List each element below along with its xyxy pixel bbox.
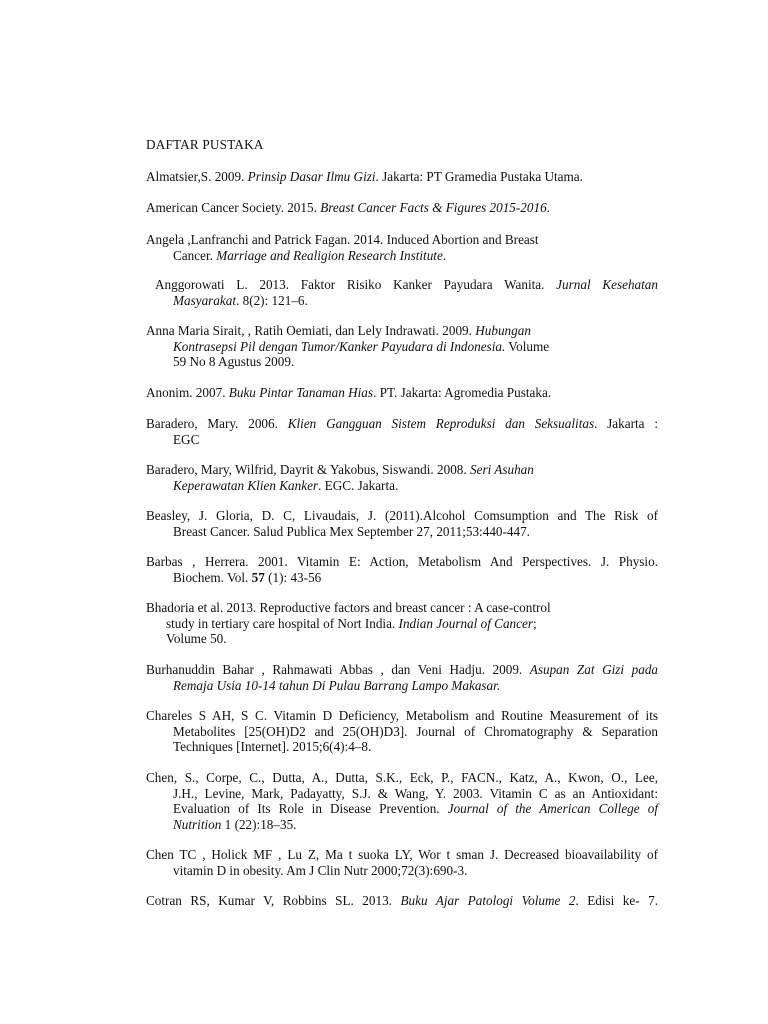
- reference-barbas-herrera: Barbas , Herrera. 2001. Vitamin E: Action, Metabolism And Perspectives. J. Physio. Biochem. Vol. 57 (1): 43-56: [146, 554, 658, 585]
- reference-almatsier: Almatsier,S. 2009. Prinsip Dasar Ilmu Gizi. Jakarta: PT Gramedia Pustaka Utama.: [146, 169, 583, 184]
- reference-baradero-2006: Baradero, Mary. 2006. Klien Gangguan Sistem Reproduksi dan Seksualitas. Jakarta : EGC: [146, 416, 658, 447]
- reference-beasley: Beasley, J. Gloria, D. C, Livaudais, J. (2011).Alcohol Comsumption and The Risk of Breast Cancer. Salud Publica Mex September 27, 2011;53:440-447.: [146, 508, 658, 539]
- reference-anggorowati: Anggorowati L. 2013. Faktor Risiko Kanker Payudara Wanita. Jurnal Kesehatan Masyarakat. 8(2): 121–6.: [155, 277, 658, 308]
- reference-anna-maria-sirait: Anna Maria Sirait, , Ratih Oemiati, dan Lely Indrawati. 2009. Hubungan Kontrasepsi Pil dengan Tumor/Kanker Payudara di Indonesia. Volume 59 No 8 Agustus 2009.: [146, 323, 550, 370]
- reference-american-cancer-society: American Cancer Society. 2015. Breast Cancer Facts & Figures 2015-2016.: [146, 200, 550, 215]
- page-title: DAFTAR PUSTAKA: [146, 137, 264, 152]
- reference-chen-corpe: Chen, S., Corpe, C., Dutta, A., Dutta, S.K., Eck, P., FACN., Katz, A., Kwon, O., Lee, J.H., Levine, Mark, Padayatty, S.J. & Wang, Y. 2003. Vitamin C as an Antioxidant: Evaluation of Its Role in Disease Prevention. Journal of the American College of Nutrition 1 (22):18–35.: [146, 770, 658, 832]
- reference-burhanuddin-bahar: Burhanuddin Bahar , Rahmawati Abbas , dan Veni Hadju. 2009. Asupan Zat Gizi pada Remaja Usia 10-14 tahun Di Pulau Barrang Lampo Makasar.: [146, 662, 659, 693]
- reference-baradero-2008: Baradero, Mary, Wilfrid, Dayrit & Yakobus, Siswandi. 2008. Seri Asuhan Keperawatan Klien Kanker. EGC. Jakarta.: [146, 462, 534, 493]
- reference-cotran: Cotran RS, Kumar V, Robbins SL. 2013. Buku Ajar Patologi Volume 2. Edisi ke- 7.: [146, 893, 658, 908]
- reference-angela-lanfranchi: Angela ,Lanfranchi and Patrick Fagan. 2014. Induced Abortion and Breast Cancer. Marriage and Realigion Research Institute.: [146, 232, 539, 263]
- reference-chen-holick: Chen TC , Holick MF , Lu Z, Ma t suoka LY, Wor t sman J. Decreased bioavailability of vitamin D in obesity. Am J Clin Nutr 2000;72(3):690-3.: [146, 847, 658, 878]
- reference-anonim: Anonim. 2007. Buku Pintar Tanaman Hias. PT. Jakarta: Agromedia Pustaka.: [146, 385, 552, 400]
- reference-chareles: Chareles S AH, S C. Vitamin D Deficiency, Metabolism and Routine Measurement of its Metabolites [25(OH)D2 and 25(OH)D3]. Journal of Chromatography & Separation Techniques [Internet]. 2015;6(4):4–8.: [146, 708, 658, 755]
- reference-bhadoria: Bhadoria et al. 2013. Reproductive factors and breast cancer : A case-control study in tertiary care hospital of Nort India. Indian Journal of Cancer; Volume 50.: [146, 600, 551, 647]
